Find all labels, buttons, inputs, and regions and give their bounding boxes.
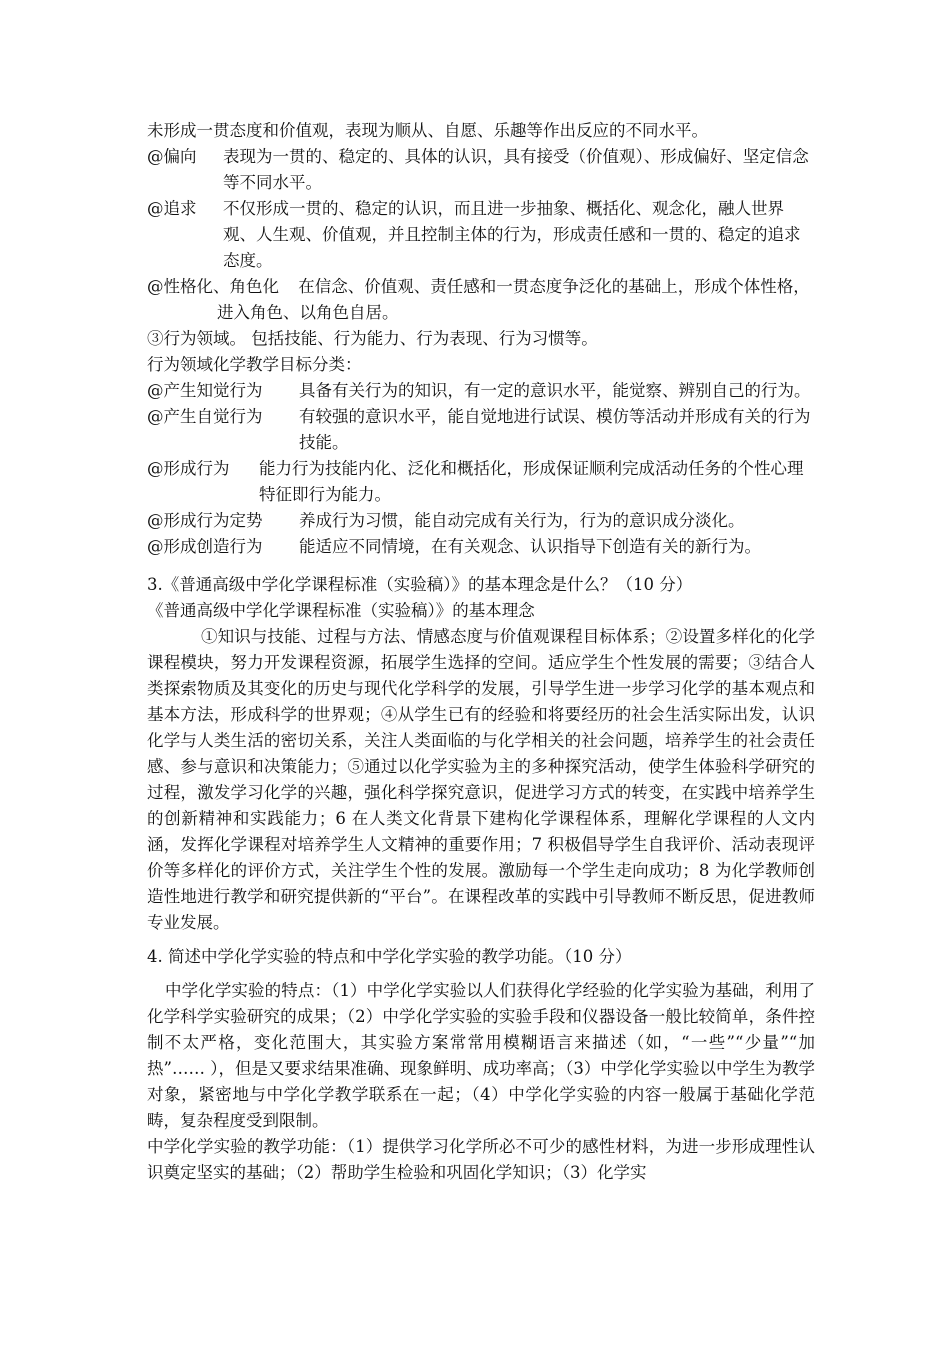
affective-intro: 未形成一贯态度和价值观，表现为顺从、自愿、乐趣等作出反应的不同水平。: [147, 121, 708, 140]
item-label: @追求: [147, 199, 197, 218]
behavior-heading: ③行为领域。 包括技能、行为能力、行为表现、行为习惯等。: [147, 329, 598, 348]
question-3: 3.《普通高级中学化学课程标准（实验稿）》的基本理念是什么？（10 分）: [147, 575, 693, 594]
item-label: @产生自觉行为: [147, 407, 263, 426]
affective-item: [147, 196, 815, 274]
behavior-item: [147, 404, 815, 456]
behavior-subheading: 行为领域化学教学目标分类：: [147, 355, 362, 374]
item-text: 具备有关行为的知识，有一定的意识水平，能觉察、辨别自己的行为。: [299, 381, 811, 400]
item-label: @形成行为: [147, 459, 230, 478]
answer-3-title: 《普通高级中学化学课程标准（实验稿）》的基本理念: [147, 601, 535, 620]
document-page: [147, 118, 815, 1186]
item-label: [147, 277, 284, 296]
behavior-item: [147, 456, 815, 508]
item-label: @形成创造行为: [147, 537, 263, 556]
item-text: 能适应不同情境，在有关观念、认识指导下创造有关的新行为。: [299, 537, 761, 556]
item-label: @偏向: [147, 147, 197, 166]
affective-item: [147, 274, 815, 326]
item-text: 不仅形成一贯的、稳定的认识，而且进一步抽象、概括化、观念化，融人世界观、人生观、价值观，并且控制主体的行为，形成责任感和一贯的、稳定的追求态度。: [223, 199, 801, 270]
answer-3-body: ①知识与技能、过程与方法、情感态度与价值观课程目标体系；②设置多样化的化学课程模块，努力开发课程资源，拓展学生选择的空间。适应学生个性发展的需要；③结合人类探索物质及其变化的历史与现代化学科学的发展，引导学生进一步学习化学的基本观点和基本方法，形成科学的世界观；④从学生已有的经验和将要经历的社会生活实际出发，认识化学与人类生活的密切关系，关注人类面临的与化学相关的社会问题，培养学生的社会责任感、参与意识和决策能力；⑤通过以化学实验为主的多种探究活动，使学生体验科学研究的过程，激发学习化学的兴趣，强化科学探究意识，促进学习方式的转变，在实践中培养学生的创新精神和实践能力；6 在人类文化背景下建构化学课程体系，理解化学课程的人文内涵，发挥化学课程对培养学生人文精神的重要作用；7 积极倡导学生自我评价、活动表现评价等多样化的评价方式，关注学生个性的发展。激励每一个学生走向成功；8 为化学教师创造性地进行教学和研究提供新的“平台”。在课程改革的实践中引导教师不断反思，促进教师专业发展。: [147, 627, 815, 932]
item-label: @形成行为定势: [147, 511, 263, 530]
item-text: 养成行为习惯，能自动完成有关行为，行为的意识成分淡化。: [299, 511, 745, 530]
behavior-item: [147, 534, 815, 560]
item-label: @产生知觉行为: [147, 381, 263, 400]
item-label-text: @性格化、角色化: [147, 277, 279, 296]
affective-item: [147, 144, 815, 196]
answer-4-features: 中学化学实验的特点：（1）中学化学实验以人们获得化学经验的化学实验为基础，利用了化学科学实验研究的成果；（2）中学化学实验的实验手段和仪器设备一般比较简单，条件控制不太严格，变化范围大，其实验方案常常用模糊语言来描述（如，“一些”“少量”“加热”…… ），但是又要求结果准确、现象鲜明、成功率高；（3）中学化学实验以中学生为教学对象，紧密地与中学化学教学联系在一起；（4）中学化学实验的内容一般属于基础化学范畴，复杂程度受到限制。: [147, 981, 815, 1130]
behavior-item: [147, 378, 815, 404]
question-4: 4. 简述中学化学实验的特点和中学化学实验的教学功能。（10 分）: [147, 947, 632, 966]
item-text: 有较强的意识水平，能自觉地进行试误、模仿等活动并形成有关的行为技能。: [299, 407, 811, 452]
answer-4-functions: 中学化学实验的教学功能：（1）提供学习化学所必不可少的感性材料，为进一步形成理性认识奠定坚实的基础；（2）帮助学生检验和巩固化学知识；（3）化学实: [147, 1137, 815, 1182]
item-text: 表现为一贯的、稳定的、具体的认识，具有接受（价值观）、形成偏好、坚定信念等不同水平。: [223, 147, 809, 192]
item-text: 能力行为技能内化、泛化和概括化，形成保证顺利完成活动任务的个性心理特征即行为能力。: [259, 459, 804, 504]
behavior-item: [147, 508, 815, 534]
item-text: 在信念、价值观、责任感和一贯态度争泛化的基础上，形成个体性格，进入角色、以角色自居。: [217, 277, 810, 322]
